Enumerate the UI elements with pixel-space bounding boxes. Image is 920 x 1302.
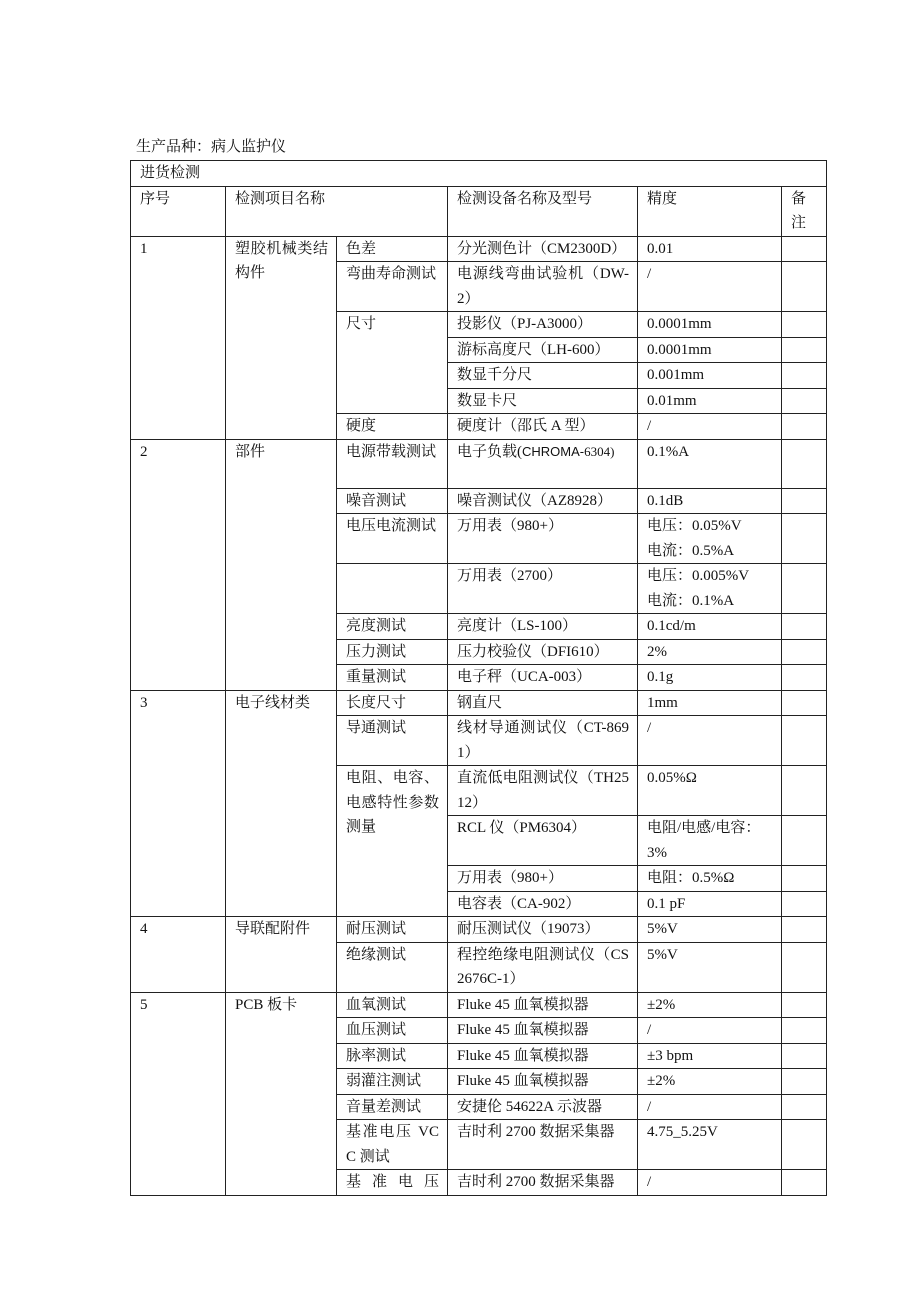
header-item: 检测项目名称 [226,186,448,236]
remark [782,1120,827,1170]
group-name: PCB 板卡 [226,992,337,1195]
table-row [131,236,827,262]
sub-item: 基准电压 VCC 测试 [337,1120,448,1170]
equipment: Fluke 45 血氧模拟器 [448,1069,638,1095]
precision: 0.1 pF [638,891,782,917]
remark [782,312,827,338]
precision: ±3 bpm [638,1043,782,1069]
precision: 0.1%A [638,439,782,488]
equipment: 分光测色计（CM2300D） [448,236,638,262]
sub-item: 压力测试 [337,639,448,665]
sub-item: 绝缘测试 [337,942,448,992]
equipment: 万用表（980+） [448,866,638,892]
equipment: 程控绝缘电阻测试仪（CS2676C-1） [448,942,638,992]
table-row [131,439,827,488]
inspection-table [130,160,827,1196]
precision: 2% [638,639,782,665]
header-remark: 备注 [782,186,827,236]
sub-item: 色差 [337,236,448,262]
equipment: 亮度计（LS-100） [448,614,638,640]
sub-item: 音量差测试 [337,1094,448,1120]
remark [782,766,827,816]
group-seq: 5 [131,992,226,1195]
equipment: 压力校验仪（DFI610） [448,639,638,665]
equipment: 游标高度尺（LH-600） [448,337,638,363]
precision: 0.0001mm [638,312,782,338]
remark [782,866,827,892]
precision: / [638,1170,782,1196]
sub-item [337,564,448,614]
sub-item: 血氧测试 [337,992,448,1018]
equipment: 噪音测试仪（AZ8928） [448,488,638,514]
equipment-model-number: 6304) [584,443,615,459]
group-seq: 2 [131,439,226,690]
sub-item: 噪音测试 [337,488,448,514]
equipment: RCL 仪（PM6304） [448,816,638,866]
sub-item: 重量测试 [337,665,448,691]
precision: ±2% [638,992,782,1018]
equipment: Fluke 45 血氧模拟器 [448,1018,638,1044]
precision: 0.1cd/m [638,614,782,640]
remark [782,363,827,389]
precision [638,564,782,614]
remark [782,414,827,440]
equipment: 吉时利 2700 数据采集器 [448,1170,638,1196]
header-equipment: 检测设备名称及型号 [448,186,638,236]
sub-item: 尺寸 [337,312,448,414]
equipment: 电容表（CA-902） [448,891,638,917]
equipment: 安捷伦 54622A 示波器 [448,1094,638,1120]
precision: 0.01 [638,236,782,262]
group-name: 导联配附件 [226,917,337,993]
remark [782,614,827,640]
sub-item: 基 准 电 压 [337,1170,448,1196]
group-seq: 4 [131,917,226,993]
remark [782,665,827,691]
remark [782,1069,827,1095]
equipment: 万用表（980+） [448,514,638,564]
precision: 5%V [638,917,782,943]
equipment: 耐压测试仪（19073） [448,917,638,943]
remark [782,488,827,514]
sub-item: 导通测试 [337,716,448,766]
section-title: 进货检测 [131,161,827,187]
precision: 5%V [638,942,782,992]
sub-item: 耐压测试 [337,917,448,943]
remark [782,639,827,665]
precision: 0.1g [638,665,782,691]
precision: 0.01mm [638,388,782,414]
remark [782,942,827,992]
equipment: 钢直尺 [448,690,638,716]
remark [782,992,827,1018]
sub-item: 亮度测试 [337,614,448,640]
sub-item: 血压测试 [337,1018,448,1044]
precision: / [638,716,782,766]
sub-item: 电压电流测试 [337,514,448,564]
group-name: 部件 [226,439,337,690]
remark [782,1170,827,1196]
precision-current: 电流：0.1%A [647,592,735,609]
precision-voltage: 电压：0.05%V [647,518,742,534]
table-row [131,992,827,1018]
precision: 0.1dB [638,488,782,514]
sub-item: 长度尺寸 [337,690,448,716]
remark [782,690,827,716]
equipment: 数显卡尺 [448,388,638,414]
remark [782,1043,827,1069]
remark [782,388,827,414]
precision: / [638,1094,782,1120]
remark [782,816,827,866]
header-row [131,186,827,236]
sub-item: 弯曲寿命测试 [337,262,448,312]
remark [782,891,827,917]
sub-item: 电阻、电容、电感特性参数测量 [337,766,448,917]
equipment: 电源线弯曲试验机（DW-2） [448,262,638,312]
remark [782,439,827,488]
precision-voltage: 电压：0.005%V [647,568,750,584]
remark [782,514,827,564]
sub-item: 脉率测试 [337,1043,448,1069]
equipment [448,439,638,488]
table-row [131,690,827,716]
remark [782,564,827,614]
precision-current: 电流：0.5%A [647,542,735,559]
precision: / [638,1018,782,1044]
precision: / [638,262,782,312]
sub-item: 弱灌注测试 [337,1069,448,1095]
precision: 电阻：0.5%Ω [638,866,782,892]
equipment: Fluke 45 血氧模拟器 [448,1043,638,1069]
equipment: 数显千分尺 [448,363,638,389]
equipment: Fluke 45 血氧模拟器 [448,992,638,1018]
equipment: 硬度计（邵氏 A 型） [448,414,638,440]
precision: ±2% [638,1069,782,1095]
equipment: 万用表（2700） [448,564,638,614]
precision: 电阻/电感/电容：3% [638,816,782,866]
group-seq: 3 [131,690,226,917]
equipment: 电子秤（UCA-003） [448,665,638,691]
group-name: 塑胶机械类结构件 [226,236,337,439]
table-row [131,917,827,943]
equipment: 直流低电阻测试仪（TH2512） [448,766,638,816]
precision: 0.05%Ω [638,766,782,816]
precision: 4.75_5.25V [638,1120,782,1170]
equipment-model: CHROMA- [522,443,585,459]
header-precision: 精度 [638,186,782,236]
equipment-text: 电子负载( [457,443,522,460]
product-type-label: 生产品种：病人监护仪 [136,139,287,155]
precision: 0.001mm [638,363,782,389]
remark [782,917,827,943]
remark [782,337,827,363]
precision: 1mm [638,690,782,716]
precision: 0.0001mm [638,337,782,363]
precision [638,514,782,564]
section-row [131,161,827,187]
header-seq: 序号 [131,186,226,236]
remark [782,1094,827,1120]
remark [782,1018,827,1044]
group-seq: 1 [131,236,226,439]
remark [782,236,827,262]
remark [782,262,827,312]
equipment: 线材导通测试仪（CT-8691） [448,716,638,766]
precision: / [638,414,782,440]
sub-item: 硬度 [337,414,448,440]
equipment: 吉时利 2700 数据采集器 [448,1120,638,1170]
sub-item: 电源带载测试 [337,439,448,488]
remark [782,716,827,766]
equipment: 投影仪（PJ-A3000） [448,312,638,338]
group-name: 电子线材类 [226,690,337,917]
